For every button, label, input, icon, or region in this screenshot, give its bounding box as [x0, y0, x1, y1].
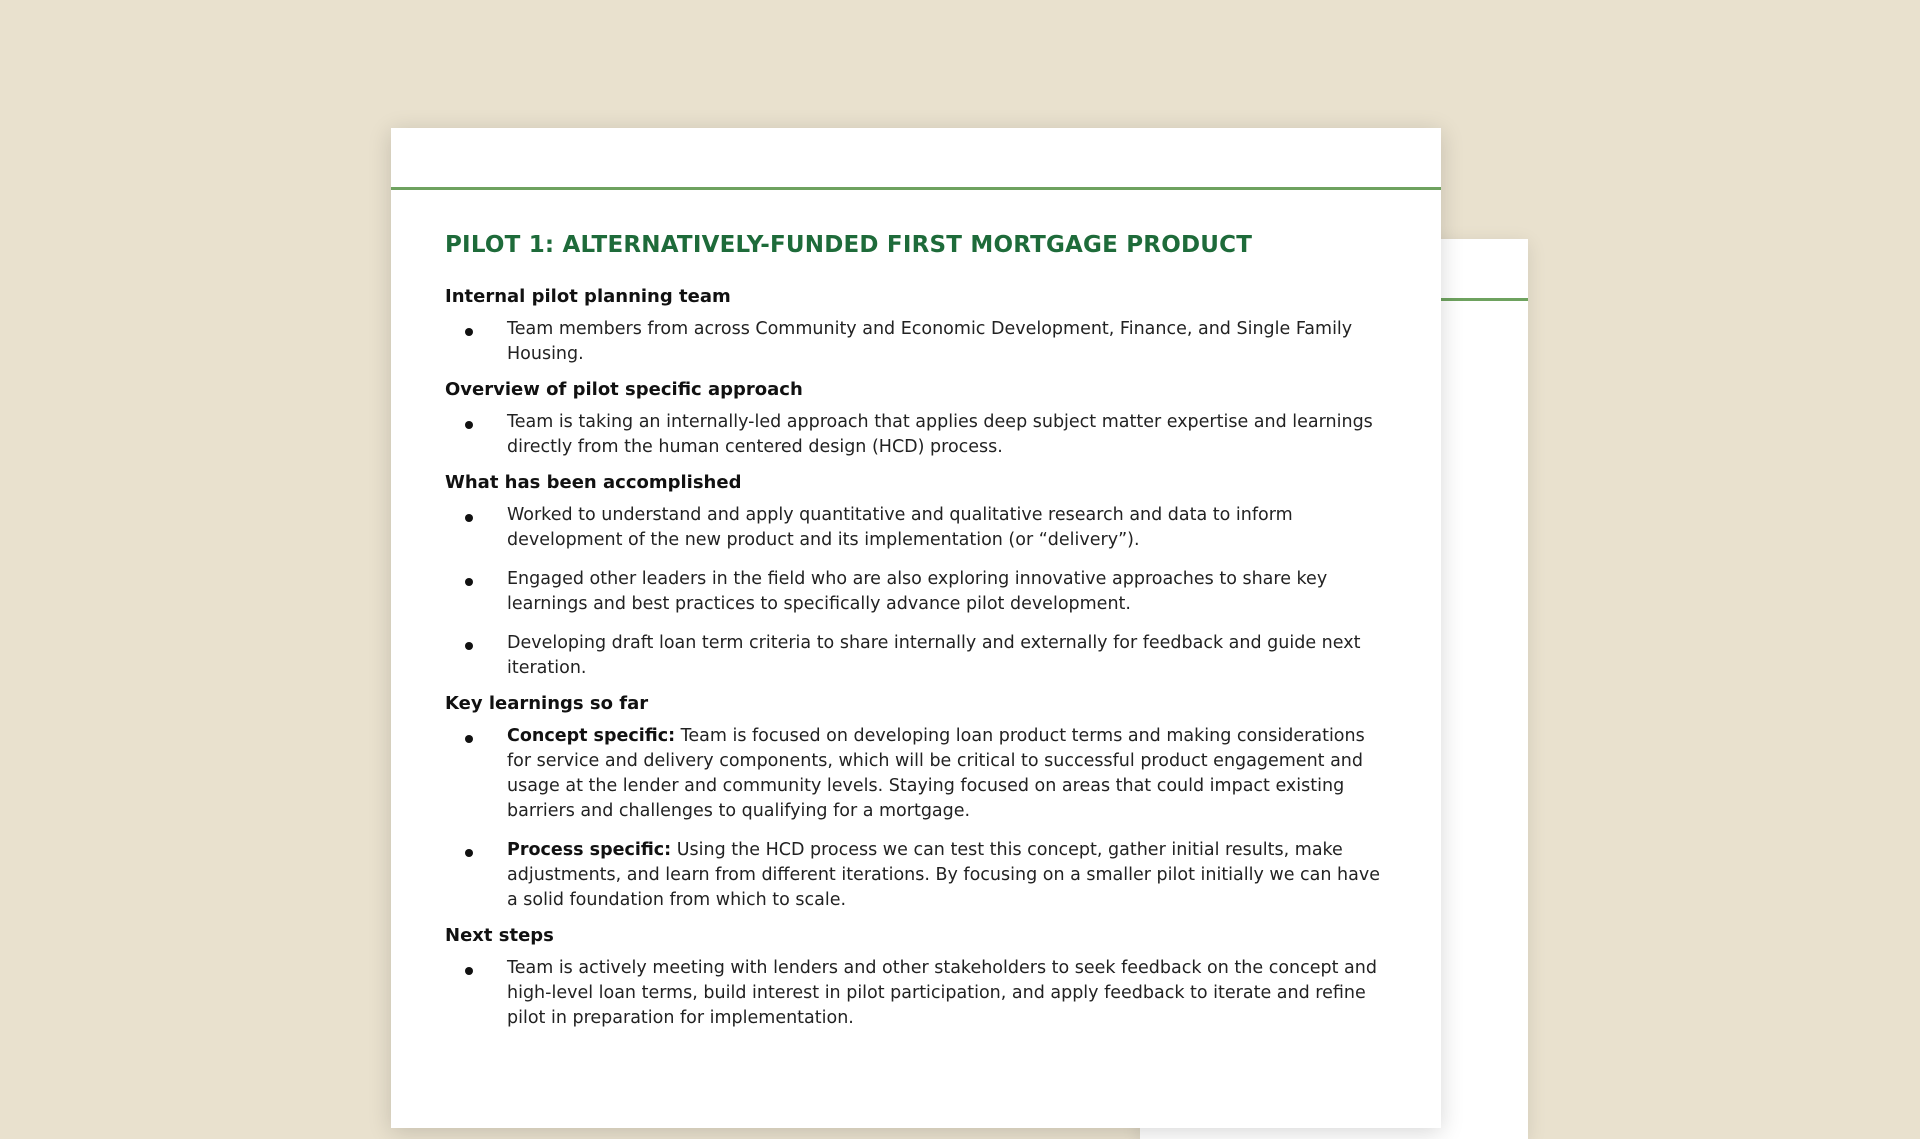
document-title: PILOT 1: ALTERNATIVELY-FUNDED FIRST MORTGAGE PRODUCT — [445, 232, 1253, 258]
list-item — [445, 567, 1385, 617]
list-item — [445, 724, 1385, 824]
list-item-lead: Concept specific: — [507, 726, 676, 746]
section-heading-next-steps: Next steps — [445, 925, 554, 946]
bullet-icon — [465, 642, 473, 650]
bullet-icon — [465, 735, 473, 743]
list-item-text: Engaged other leaders in the field who are also exploring innovative approaches to share key learnings and best practices to specifically advance pilot development. — [507, 569, 1328, 614]
header-rule — [391, 187, 1441, 190]
bullet-list — [445, 410, 1385, 460]
list-item — [445, 317, 1385, 367]
section-heading-approach: Overview of pilot specific approach — [445, 379, 803, 400]
section-heading-accomplished: What has been accomplished — [445, 472, 742, 493]
list-item-text: Using the HCD process we can test this concept, gather initial results, make adjustments, and learn from different iterations. By focusing on a smaller pilot initially we can have a solid foundation from which to scale. — [507, 840, 1380, 910]
bullet-list — [445, 956, 1385, 1031]
bullet-icon — [465, 328, 473, 336]
list-item-text: Team is focused on developing loan product terms and making considerations for service and delivery components, which will be critical to successful product engagement and usage at the lender and community levels. Staying focused on areas that could impact existing barriers and challenges to qualifying for a mortgage. — [507, 726, 1365, 821]
list-item — [445, 503, 1385, 553]
bullet-icon — [465, 578, 473, 586]
list-item — [445, 631, 1385, 681]
bullet-icon — [465, 421, 473, 429]
bullet-icon — [465, 514, 473, 522]
bullet-list — [445, 724, 1385, 913]
list-item-lead: Process specific: — [507, 840, 672, 860]
bullet-icon — [465, 967, 473, 975]
bullet-icon — [465, 849, 473, 857]
bullet-list — [445, 503, 1385, 681]
list-item — [445, 410, 1385, 460]
document-page — [391, 128, 1441, 1128]
list-item-text: Team is taking an internally-led approach that applies deep subject matter expertise and learnings directly from the human centered design (HCD) process. — [507, 412, 1373, 457]
bullet-list — [445, 317, 1385, 367]
list-item — [445, 956, 1385, 1031]
section-heading-planning-team: Internal pilot planning team — [445, 286, 731, 307]
document-content — [445, 232, 1385, 1043]
list-item-text: Developing draft loan term criteria to share internally and externally for feedback and guide next iteration. — [507, 633, 1361, 678]
list-item-text: Team members from across Community and Economic Development, Finance, and Single Family Housing. — [507, 319, 1353, 364]
section-heading-key-learnings: Key learnings so far — [445, 693, 649, 714]
list-item-text: Team is actively meeting with lenders and other stakeholders to seek feedback on the concept and high-level loan terms, build interest in pilot participation, and apply feedback to iterate and refine pilot in preparation for implementation. — [507, 958, 1377, 1028]
list-item-text: Worked to understand and apply quantitative and qualitative research and data to inform development of the new product and its implementation (or “delivery”). — [507, 505, 1293, 550]
list-item — [445, 838, 1385, 913]
